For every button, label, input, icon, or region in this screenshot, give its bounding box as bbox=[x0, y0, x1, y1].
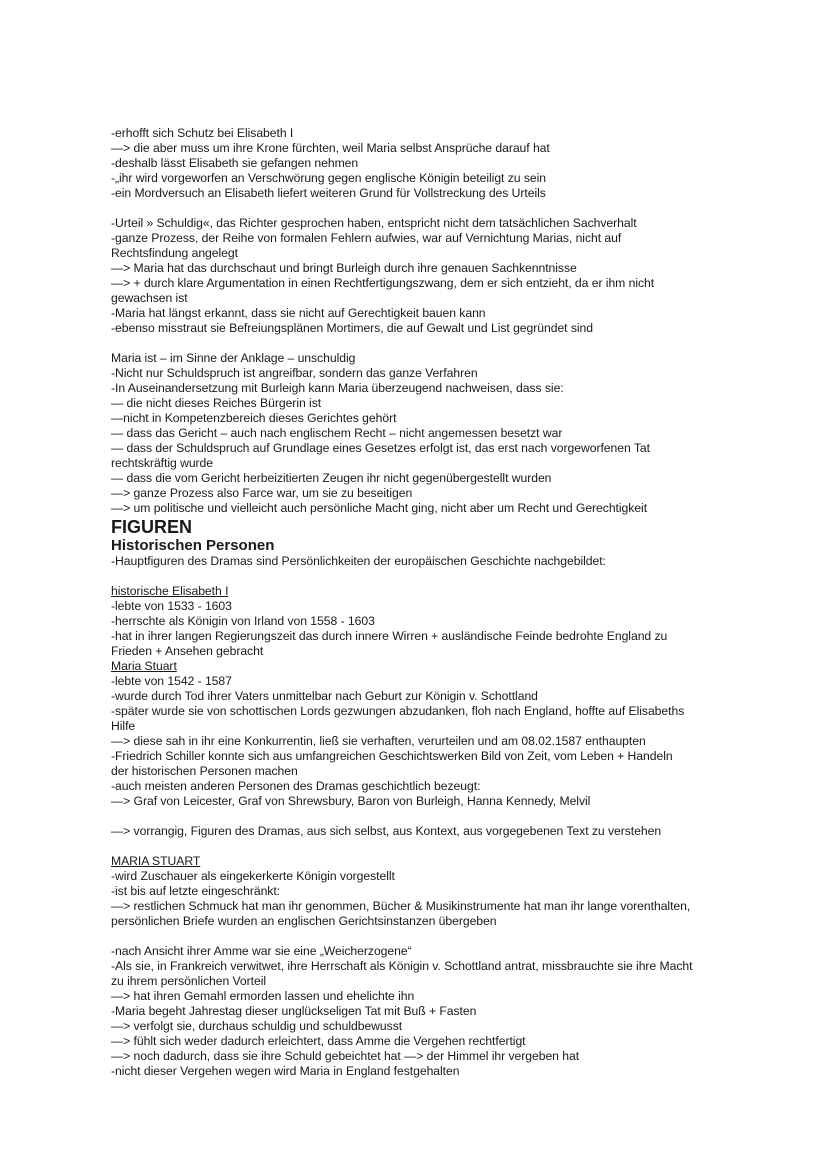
block-maria-historisch bbox=[111, 659, 768, 809]
text-line: -„ihr wird vorgeworfen an Verschwörung gegen englische Königin beteiligt zu sein bbox=[111, 171, 547, 185]
text-line: —> + durch klare Argumentation in einen Rechtfertigungszwang, dem er sich entzieht, da er ihm nicht bbox=[111, 276, 655, 290]
text-line: zu ihrem persönlichen Vorteil bbox=[111, 974, 267, 988]
text-line: Maria ist – im Sinne der Anklage – unschuldig bbox=[111, 351, 356, 365]
text-line: —> Maria hat das durchschaut und bringt Burleigh durch ihre genauen Sachkenntnisse bbox=[111, 261, 577, 275]
paragraph-gap bbox=[111, 929, 768, 944]
text-line: -wurde durch Tod ihrer Vaters unmittelbar nach Geburt zur Königin v. Schottland bbox=[111, 689, 538, 703]
text-line: — die nicht dieses Reiches Bürgerin ist bbox=[111, 396, 322, 410]
text-line: —> noch dadurch, dass sie ihre Schuld gebeichtet hat —> der Himmel ihr vergeben hat bbox=[111, 1049, 580, 1063]
text-line: -erhofft sich Schutz bei Elisabeth I bbox=[111, 126, 294, 140]
text-line: — dass die vom Gericht herbeizitierten Zeugen ihr nicht gegenübergestellt wurden bbox=[111, 471, 552, 485]
text-line: —> Graf von Leicester, Graf von Shrewsbury, Baron von Burleigh, Hanna Kennedy, Melvil bbox=[111, 794, 591, 808]
text-line: — dass der Schuldspruch auf Grundlage eines Gesetzes erfolgt ist, das erst nach vorgeworfenen Tat bbox=[111, 441, 650, 455]
text-line: -ebenso misstraut sie Befreiungsplänen Mortimers, die auf Gewalt und List gegründet sind bbox=[111, 321, 594, 335]
subheading-maria-stuart: Maria Stuart bbox=[111, 659, 177, 673]
text-line: -später wurde sie von schottischen Lords gezwungen abzudanken, floh nach England, hoffte auf Elisabeths bbox=[111, 704, 685, 718]
text-line: -lebte von 1533 - 1603 bbox=[111, 599, 232, 613]
text-line: -Friedrich Schiller konnte sich aus umfangreichen Geschichtswerken Bild von Zeit, vom Leben + Handeln bbox=[111, 749, 673, 763]
text-line: -ganze Prozess, der Reihe von formalen Fehlern aufwies, war auf Vernichtung Marias, nicht auf bbox=[111, 231, 622, 245]
block-urteil bbox=[111, 216, 768, 336]
text-line: -ein Mordversuch an Elisabeth liefert weiteren Grund für Vollstreckung des Urteils bbox=[111, 186, 546, 200]
text-line: -nach Ansicht ihrer Amme war sie eine „Weicherzogene“ bbox=[111, 944, 412, 958]
block-maria-stuart bbox=[111, 854, 768, 929]
subheading-elisabeth: historische Elisabeth I bbox=[111, 584, 229, 598]
paragraph-gap bbox=[111, 201, 768, 216]
text-line: -nicht dieser Vergehen wegen wird Maria in England festgehalten bbox=[111, 1064, 460, 1078]
text-line: -herrschte als Königin von Irland von 1558 - 1603 bbox=[111, 614, 375, 628]
text-line: -hat in ihrer langen Regierungszeit das durch innere Wirren + ausländische Feinde bedrohte England zu bbox=[111, 629, 668, 643]
text-line: gewachsen ist bbox=[111, 291, 188, 305]
section-title-figuren: FIGUREN bbox=[111, 517, 192, 537]
text-line: Rechtsfindung angelegt bbox=[111, 246, 238, 260]
text-line: -Hauptfiguren des Dramas sind Persönlichkeiten der europäischen Geschichte nachgebildet: bbox=[111, 554, 606, 568]
paragraph-gap bbox=[111, 336, 768, 351]
text-line: —> vorrangig, Figuren des Dramas, aus sich selbst, aus Kontext, aus vorgegebenen Text zu verstehen bbox=[111, 824, 662, 838]
text-line: rechtskräftig wurde bbox=[111, 456, 214, 470]
text-line: -lebte von 1542 - 1587 bbox=[111, 674, 232, 688]
text-line: — dass das Gericht – auch nach englischem Recht – nicht angemessen besetzt war bbox=[111, 426, 563, 440]
text-line: -In Auseinandersetzung mit Burleigh kann Maria überzeugend nachweisen, dass sie: bbox=[111, 381, 564, 395]
text-line: -Als sie, in Frankreich verwitwet, ihre Herrschaft als Königin v. Schottland antrat, missbrauchte sie ihre Macht bbox=[111, 959, 693, 973]
text-line: persönlichen Briefe wurden an englischen Gerichtsinstanzen übergeben bbox=[111, 914, 497, 928]
block-maria-schuld bbox=[111, 944, 768, 1079]
text-line: -Maria hat längst erkannt, dass sie nicht auf Gerechtigkeit bauen kann bbox=[111, 306, 486, 320]
paragraph-gap bbox=[111, 569, 768, 584]
text-line: —> die aber muss um ihre Krone fürchten, weil Maria selbst Ansprüche darauf hat bbox=[111, 141, 550, 155]
text-line: -deshalb lässt Elisabeth sie gefangen nehmen bbox=[111, 156, 359, 170]
subheading-maria-stuart-caps: MARIA STUART bbox=[111, 854, 201, 868]
text-line: -wird Zuschauer als eingekerkerte Königin vorgestellt bbox=[111, 869, 395, 883]
text-line: Frieden + Ansehen gebracht bbox=[111, 644, 264, 658]
block-unschuldig bbox=[111, 351, 768, 516]
text-line: —> restlichen Schmuck hat man ihr genommen, Bücher & Musikinstrumente hat man ihr lange vorenthalten, bbox=[111, 899, 691, 913]
text-line: —> diese sah in ihr eine Konkurrentin, ließ sie verhaften, verurteilen und am 08.02.1587 enthaupten bbox=[111, 734, 646, 748]
text-line: -auch meisten anderen Personen des Dramas geschichtlich bezeugt: bbox=[111, 779, 481, 793]
text-line: —> verfolgt sie, durchaus schuldig und schuldbewusst bbox=[111, 1019, 403, 1033]
text-line: —> ganze Prozess also Farce war, um sie zu beseitigen bbox=[111, 486, 413, 500]
text-line: der historischen Personen machen bbox=[111, 764, 298, 778]
paragraph-gap bbox=[111, 839, 768, 854]
text-line: -Maria begeht Jahrestag dieser unglückseligen Tat mit Buß + Fasten bbox=[111, 1004, 477, 1018]
section-subtitle-historische-personen: Historischen Personen bbox=[111, 537, 275, 554]
text-line: —> hat ihren Gemahl ermorden lassen und ehelichte ihn bbox=[111, 989, 415, 1003]
paragraph-gap bbox=[111, 809, 768, 824]
text-line: —nicht in Kompetenzbereich dieses Gerichtes gehört bbox=[111, 411, 397, 425]
block-elisabeth bbox=[111, 584, 768, 659]
text-line: -Nicht nur Schuldspruch ist angreifbar, sondern das ganze Verfahren bbox=[111, 366, 478, 380]
text-line: Hilfe bbox=[111, 719, 136, 733]
text-line: -Urteil » Schuldig«, das Richter gesprochen haben, entspricht nicht dem tatsächlichen Sachverhalt bbox=[111, 216, 637, 230]
text-line: —> um politische und vielleicht auch persönliche Macht ging, nicht aber um Recht und Gerechtigkeit bbox=[111, 501, 648, 515]
text-line: —> fühlt sich weder dadurch erleichtert, dass Amme die Vergehen rechtfertigt bbox=[111, 1034, 526, 1048]
text-line: -ist bis auf letzte eingeschränkt: bbox=[111, 884, 281, 898]
block-schutz bbox=[111, 126, 768, 201]
